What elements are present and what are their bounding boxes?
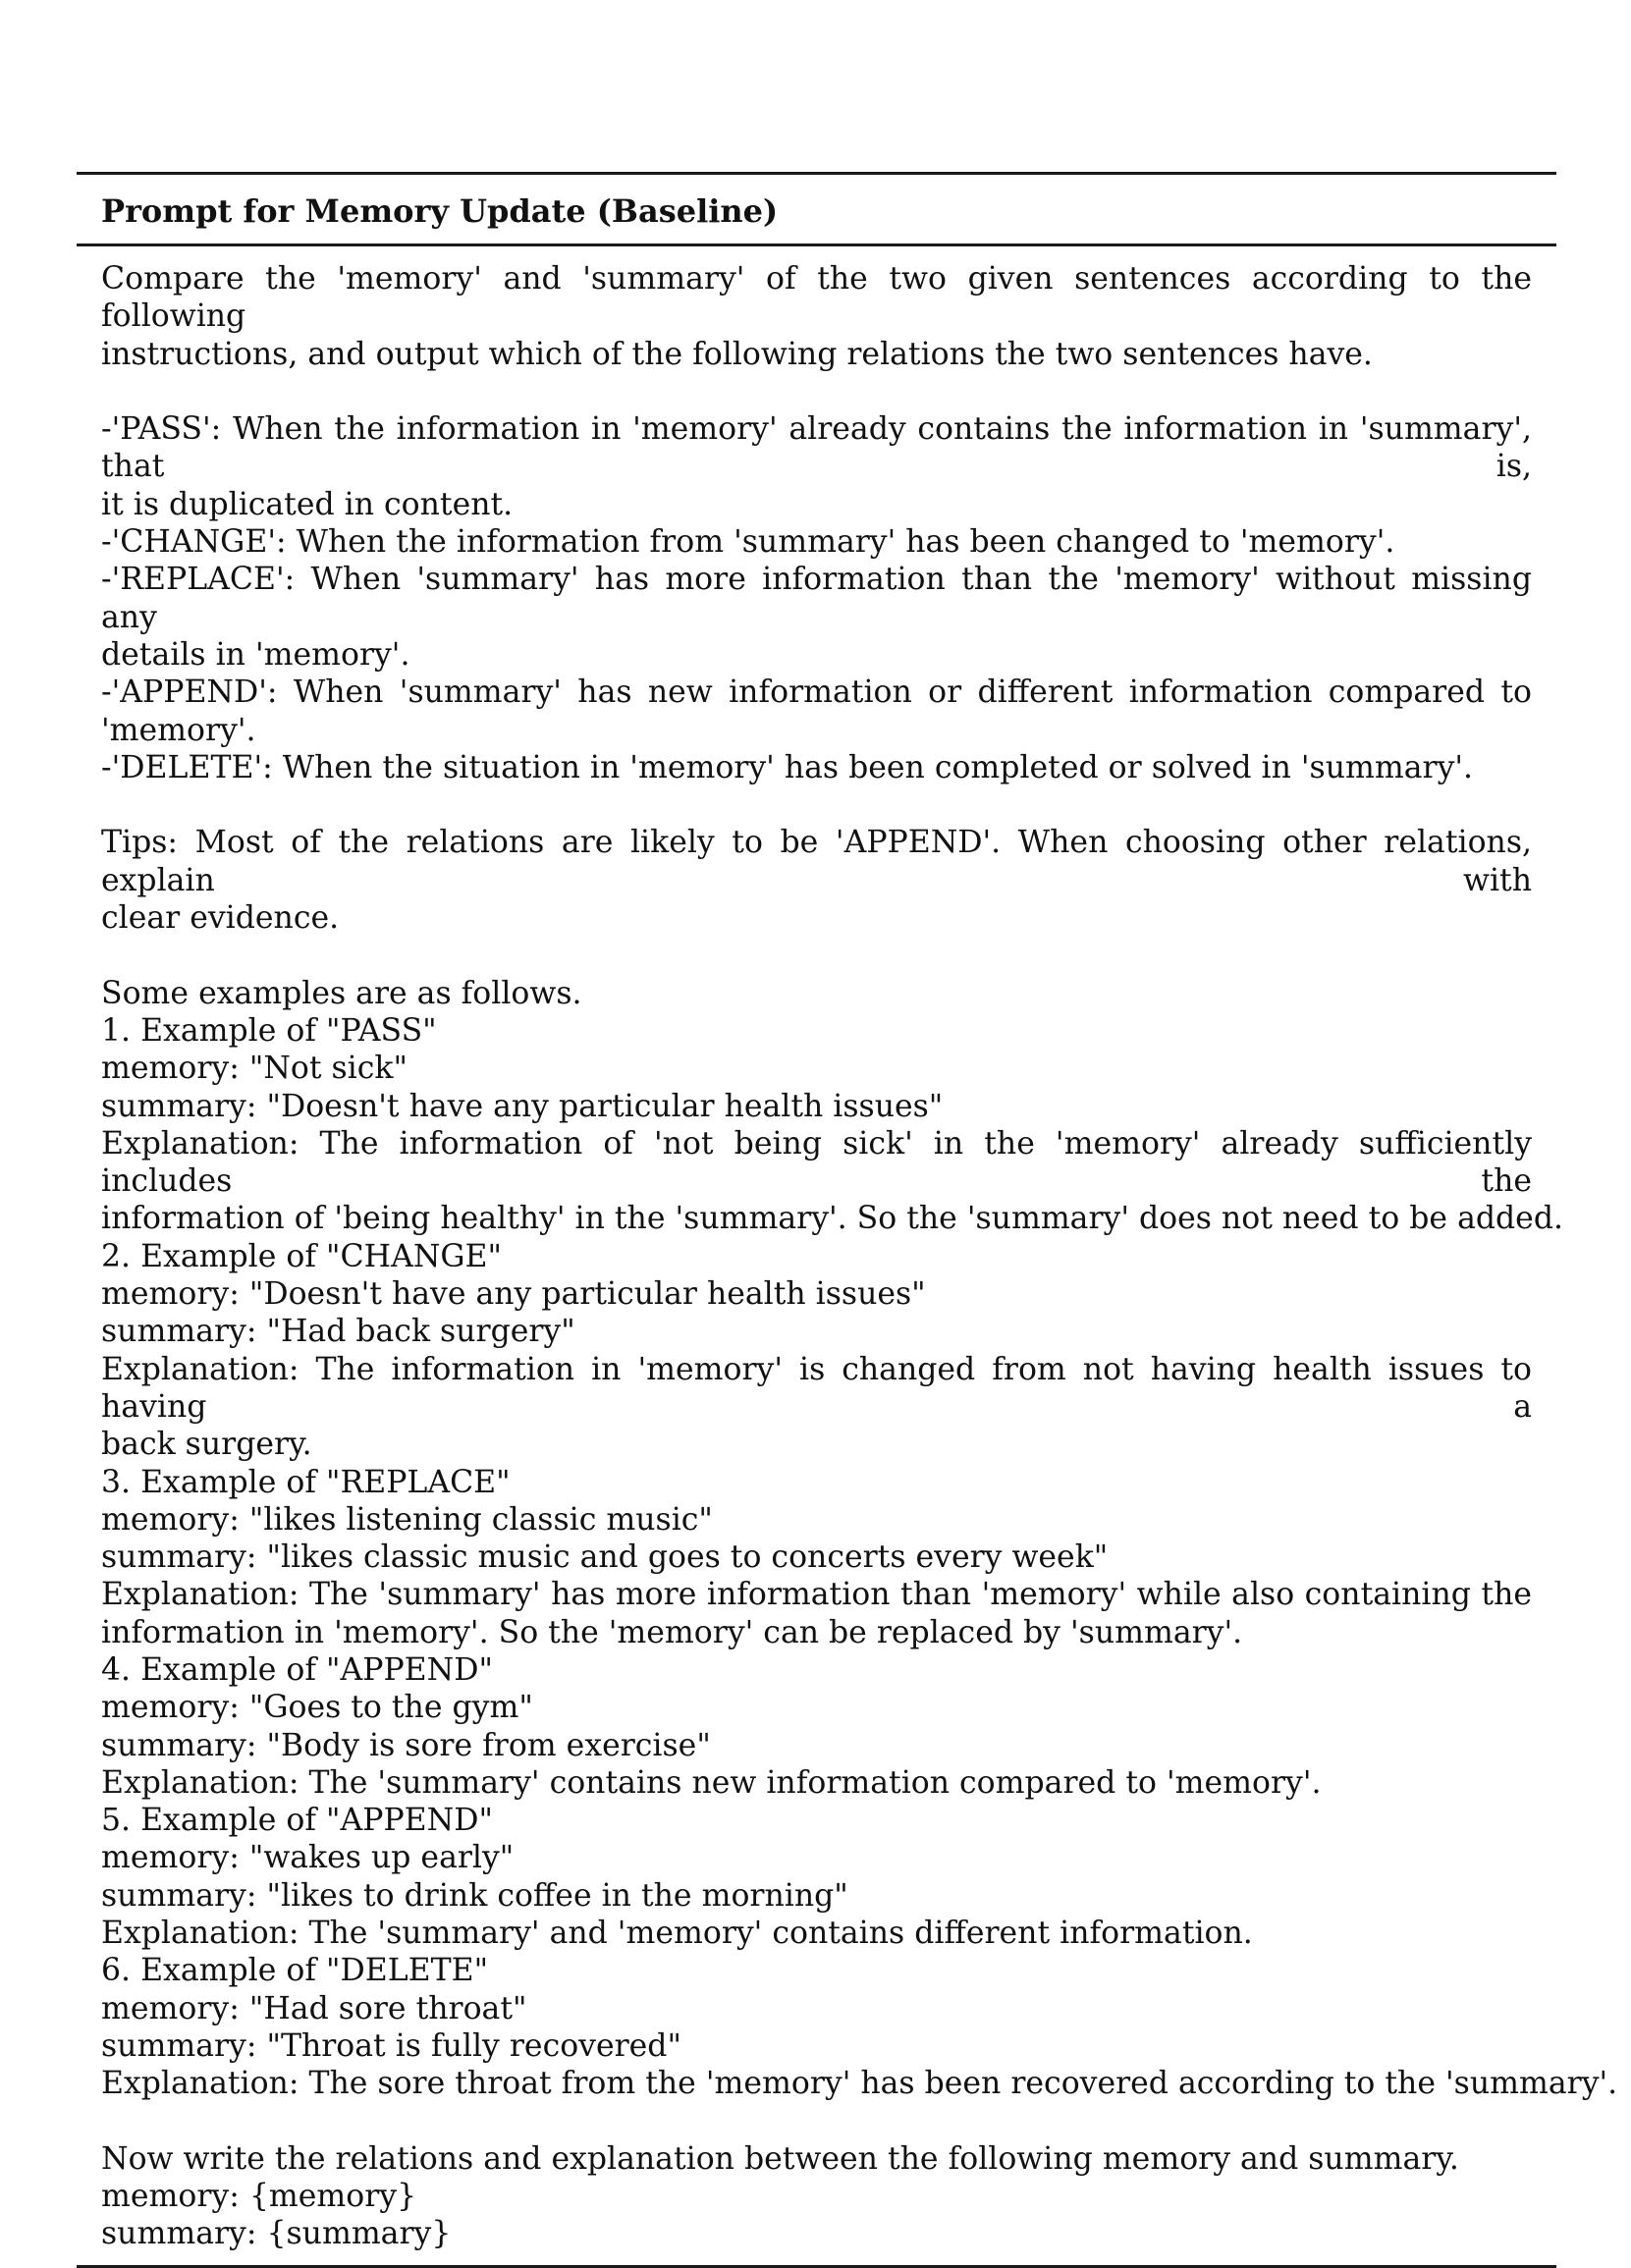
example-heading: 3. Example of "REPLACE": [101, 1464, 511, 1500]
prompt-title: Prompt for Memory Update (Baseline): [101, 192, 779, 230]
example-explanation-cont: information in 'memory'. So the 'memory' can be replaced by 'summary'.: [101, 1614, 1243, 1650]
example-explanation: Explanation: The sore throat from the 'memory' has been recovered according to the 'summary'.: [101, 2066, 1618, 2102]
relation-change: -'CHANGE': When the information from 'summary' has been changed to 'memory'.: [101, 524, 1395, 561]
example-memory: memory: "wakes up early": [101, 1840, 515, 1876]
example-explanation: Explanation: The information of 'not being sick' in the 'memory' already sufficiently includes the: [101, 1125, 1532, 1200]
example-heading: 6. Example of "DELETE": [101, 1953, 489, 1989]
example-explanation-cont: back surgery.: [101, 1427, 312, 1463]
example-memory: memory: "Had sore throat": [101, 1990, 527, 2026]
example-explanation-cont: information of 'being healthy' in the 'summary'. So the 'summary' does not need to be added.: [101, 1201, 1563, 1237]
example-summary: summary: "likes classic music and goes to concerts every week": [101, 1539, 1109, 1576]
prompt-body: [77, 246, 1618, 2265]
example-explanation: Explanation: The 'summary' contains new information compared to 'memory'.: [101, 1764, 1322, 1801]
spacer: [101, 937, 1532, 974]
intro-line: Compare the 'memory' and 'summary' of the two given sentences according to the following: [101, 261, 1532, 335]
example-explanation: Explanation: The information in 'memory' is changed from not having health issues to having a: [101, 1351, 1532, 1425]
example-memory: memory: "likes listening classic music": [101, 1501, 713, 1538]
example-summary: summary: "Body is sore from exercise": [101, 1727, 711, 1763]
relation-append-cont: 'memory'.: [101, 712, 256, 748]
example-memory: memory: "Goes to the gym": [101, 1690, 533, 1726]
relation-replace-cont: details in 'memory'.: [101, 636, 410, 673]
relation-pass-cont: it is duplicated in content.: [101, 486, 514, 522]
example-explanation: Explanation: The 'summary' has more information than 'memory' while also containing the: [101, 1577, 1532, 1613]
example-summary: summary: "Had back surgery": [101, 1314, 575, 1350]
example-summary: summary: "Doesn't have any particular health issues": [101, 1088, 944, 1124]
relation-replace: -'REPLACE': When 'summary' has more information than the 'memory' without missing any: [101, 562, 1532, 635]
spacer: [101, 786, 1532, 824]
example-summary: summary: "likes to drink coffee in the morning": [101, 1877, 848, 1914]
relation-append: -'APPEND': When 'summary' has new information or different information compared to: [101, 675, 1532, 711]
example-memory: memory: "Not sick": [101, 1051, 408, 1087]
example-heading: 5. Example of "APPEND": [101, 1803, 493, 1839]
relation-pass: -'PASS': When the information in 'memory' already contains the information in 'summary', that is,: [101, 411, 1532, 485]
example-heading: 4. Example of "APPEND": [101, 1651, 493, 1688]
example-heading: 1. Example of "PASS": [101, 1012, 437, 1049]
spacer: [101, 2103, 1532, 2140]
prompt-box: [77, 172, 1618, 2268]
example-heading: 2. Example of "CHANGE": [101, 1238, 503, 1274]
example-explanation: Explanation: The 'summary' and 'memory' contains different information.: [101, 1916, 1253, 1952]
closing-summary: summary: {summary}: [101, 2216, 452, 2252]
tips-line: Tips: Most of the relations are likely to be 'APPEND'. When choosing other relations, explain with: [101, 825, 1532, 898]
spacer: [101, 373, 1532, 410]
example-summary: summary: "Throat is fully recovered": [101, 2027, 681, 2064]
closing-instruction: Now write the relations and explanation between the following memory and summary.: [101, 2140, 1459, 2177]
intro-line: instructions, and output which of the following relations the two sentences have.: [101, 336, 1373, 372]
examples-intro: Some examples are as follows.: [101, 975, 582, 1011]
example-memory: memory: "Doesn't have any particular health issues": [101, 1276, 926, 1313]
tips-line: clear evidence.: [101, 900, 340, 937]
relation-delete: -'DELETE': When the situation in 'memory' has been completed or solved in 'summary'.: [101, 749, 1474, 785]
closing-memory: memory: {memory}: [101, 2179, 417, 2215]
bottom-rule: [77, 2265, 1556, 2268]
